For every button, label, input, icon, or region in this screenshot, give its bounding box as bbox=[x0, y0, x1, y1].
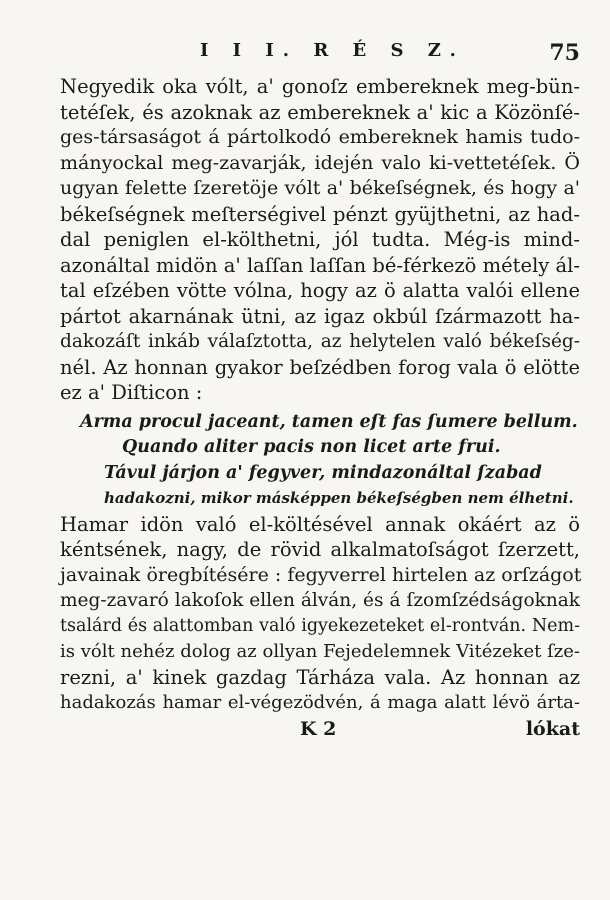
book-page bbox=[60, 40, 580, 748]
text-line: tsalárd és alattomban való igyekezeteket el-rontván. Nem- bbox=[60, 615, 580, 636]
page-number: 75 bbox=[549, 40, 580, 66]
text-line: meg-zavaró lakoſok ellen álván, és á ſzomſzédságoknak bbox=[60, 590, 580, 611]
text-line: dal peniglen el-költhetni, jól tudta. Még-is mind- bbox=[60, 228, 580, 251]
text-line: rezni, a' kinek gazdag Tárháza vala. Az honnan az bbox=[60, 665, 580, 689]
verse-line: Távul járjon a' fegyver, mindazonáltal ſzabad bbox=[104, 462, 542, 483]
text-line: nél. Az honnan gyakor beſzédben forog vala ö elötte bbox=[60, 355, 580, 379]
text-line: Negyedik oka vólt, a' gonoſz embereknek meg-bün- bbox=[60, 75, 580, 98]
paragraph-1 bbox=[60, 74, 580, 406]
text-line: ugyan felette ſzeretöje vólt a' békeſségnek, és hogy a' bbox=[60, 177, 580, 199]
text-line: pártot akarnának ütni, az igaz okbúl ſzármazott ha- bbox=[60, 304, 580, 328]
text-line: tal eſzében vötte vólna, hogy az ö alatta valói ellene bbox=[60, 279, 580, 302]
text-line: békeſségnek meſterségivel pénzt gyüjthetni, az had- bbox=[60, 202, 580, 226]
text-line: Hamar idön való el-költésével annak okáért az ö bbox=[60, 512, 580, 536]
page-header bbox=[60, 40, 580, 74]
verse-line: hadakozni, mikor másképpen békeſségben nem élhetni. bbox=[104, 489, 574, 507]
text-line: mányockal meg-zavarják, idején valo ki-vettetéſek. Ö bbox=[60, 151, 580, 174]
text-line: hadakozás hamar el-végezödvén, á maga alatt lévö árta- bbox=[60, 692, 580, 713]
distich-verse bbox=[60, 410, 580, 512]
page-footer bbox=[60, 718, 580, 748]
catchword: lókat bbox=[525, 717, 580, 740]
text-line: ges-társaságot á pártolkodó embereknek hamis tudo- bbox=[60, 126, 580, 148]
running-head: I I I. R É S Z. bbox=[200, 40, 465, 61]
paragraph-2 bbox=[60, 512, 580, 716]
text-line: kéntsének, nagy, de rövid alkalmatoſságot ſzerzett, bbox=[60, 538, 580, 561]
text-line: is vólt nehéz dolog az ollyan Fejedelemnek Vitézeket ſze- bbox=[60, 641, 580, 662]
text-line: javainak öregbítésére : fegyverrel hirtelen az orſzágot bbox=[60, 563, 582, 586]
text-line: azonáltal midön a' laſſan laſſan bé-férkezö métely ál- bbox=[60, 253, 580, 277]
text-line: ez a' Diſticon : bbox=[60, 381, 203, 404]
verse-line: Arma procul jaceant, tamen eſt fas ſumere bellum. bbox=[80, 411, 578, 432]
text-line: dakozáſt inkáb válaſztotta, az helytelen való békeſség- bbox=[60, 331, 580, 352]
text-line: tetéſek, és azoknak az embereknek a' kic a Közönſé- bbox=[60, 100, 580, 124]
verse-line: Quando aliter pacis non licet arte frui. bbox=[122, 437, 501, 457]
signature-mark: K 2 bbox=[300, 717, 337, 740]
